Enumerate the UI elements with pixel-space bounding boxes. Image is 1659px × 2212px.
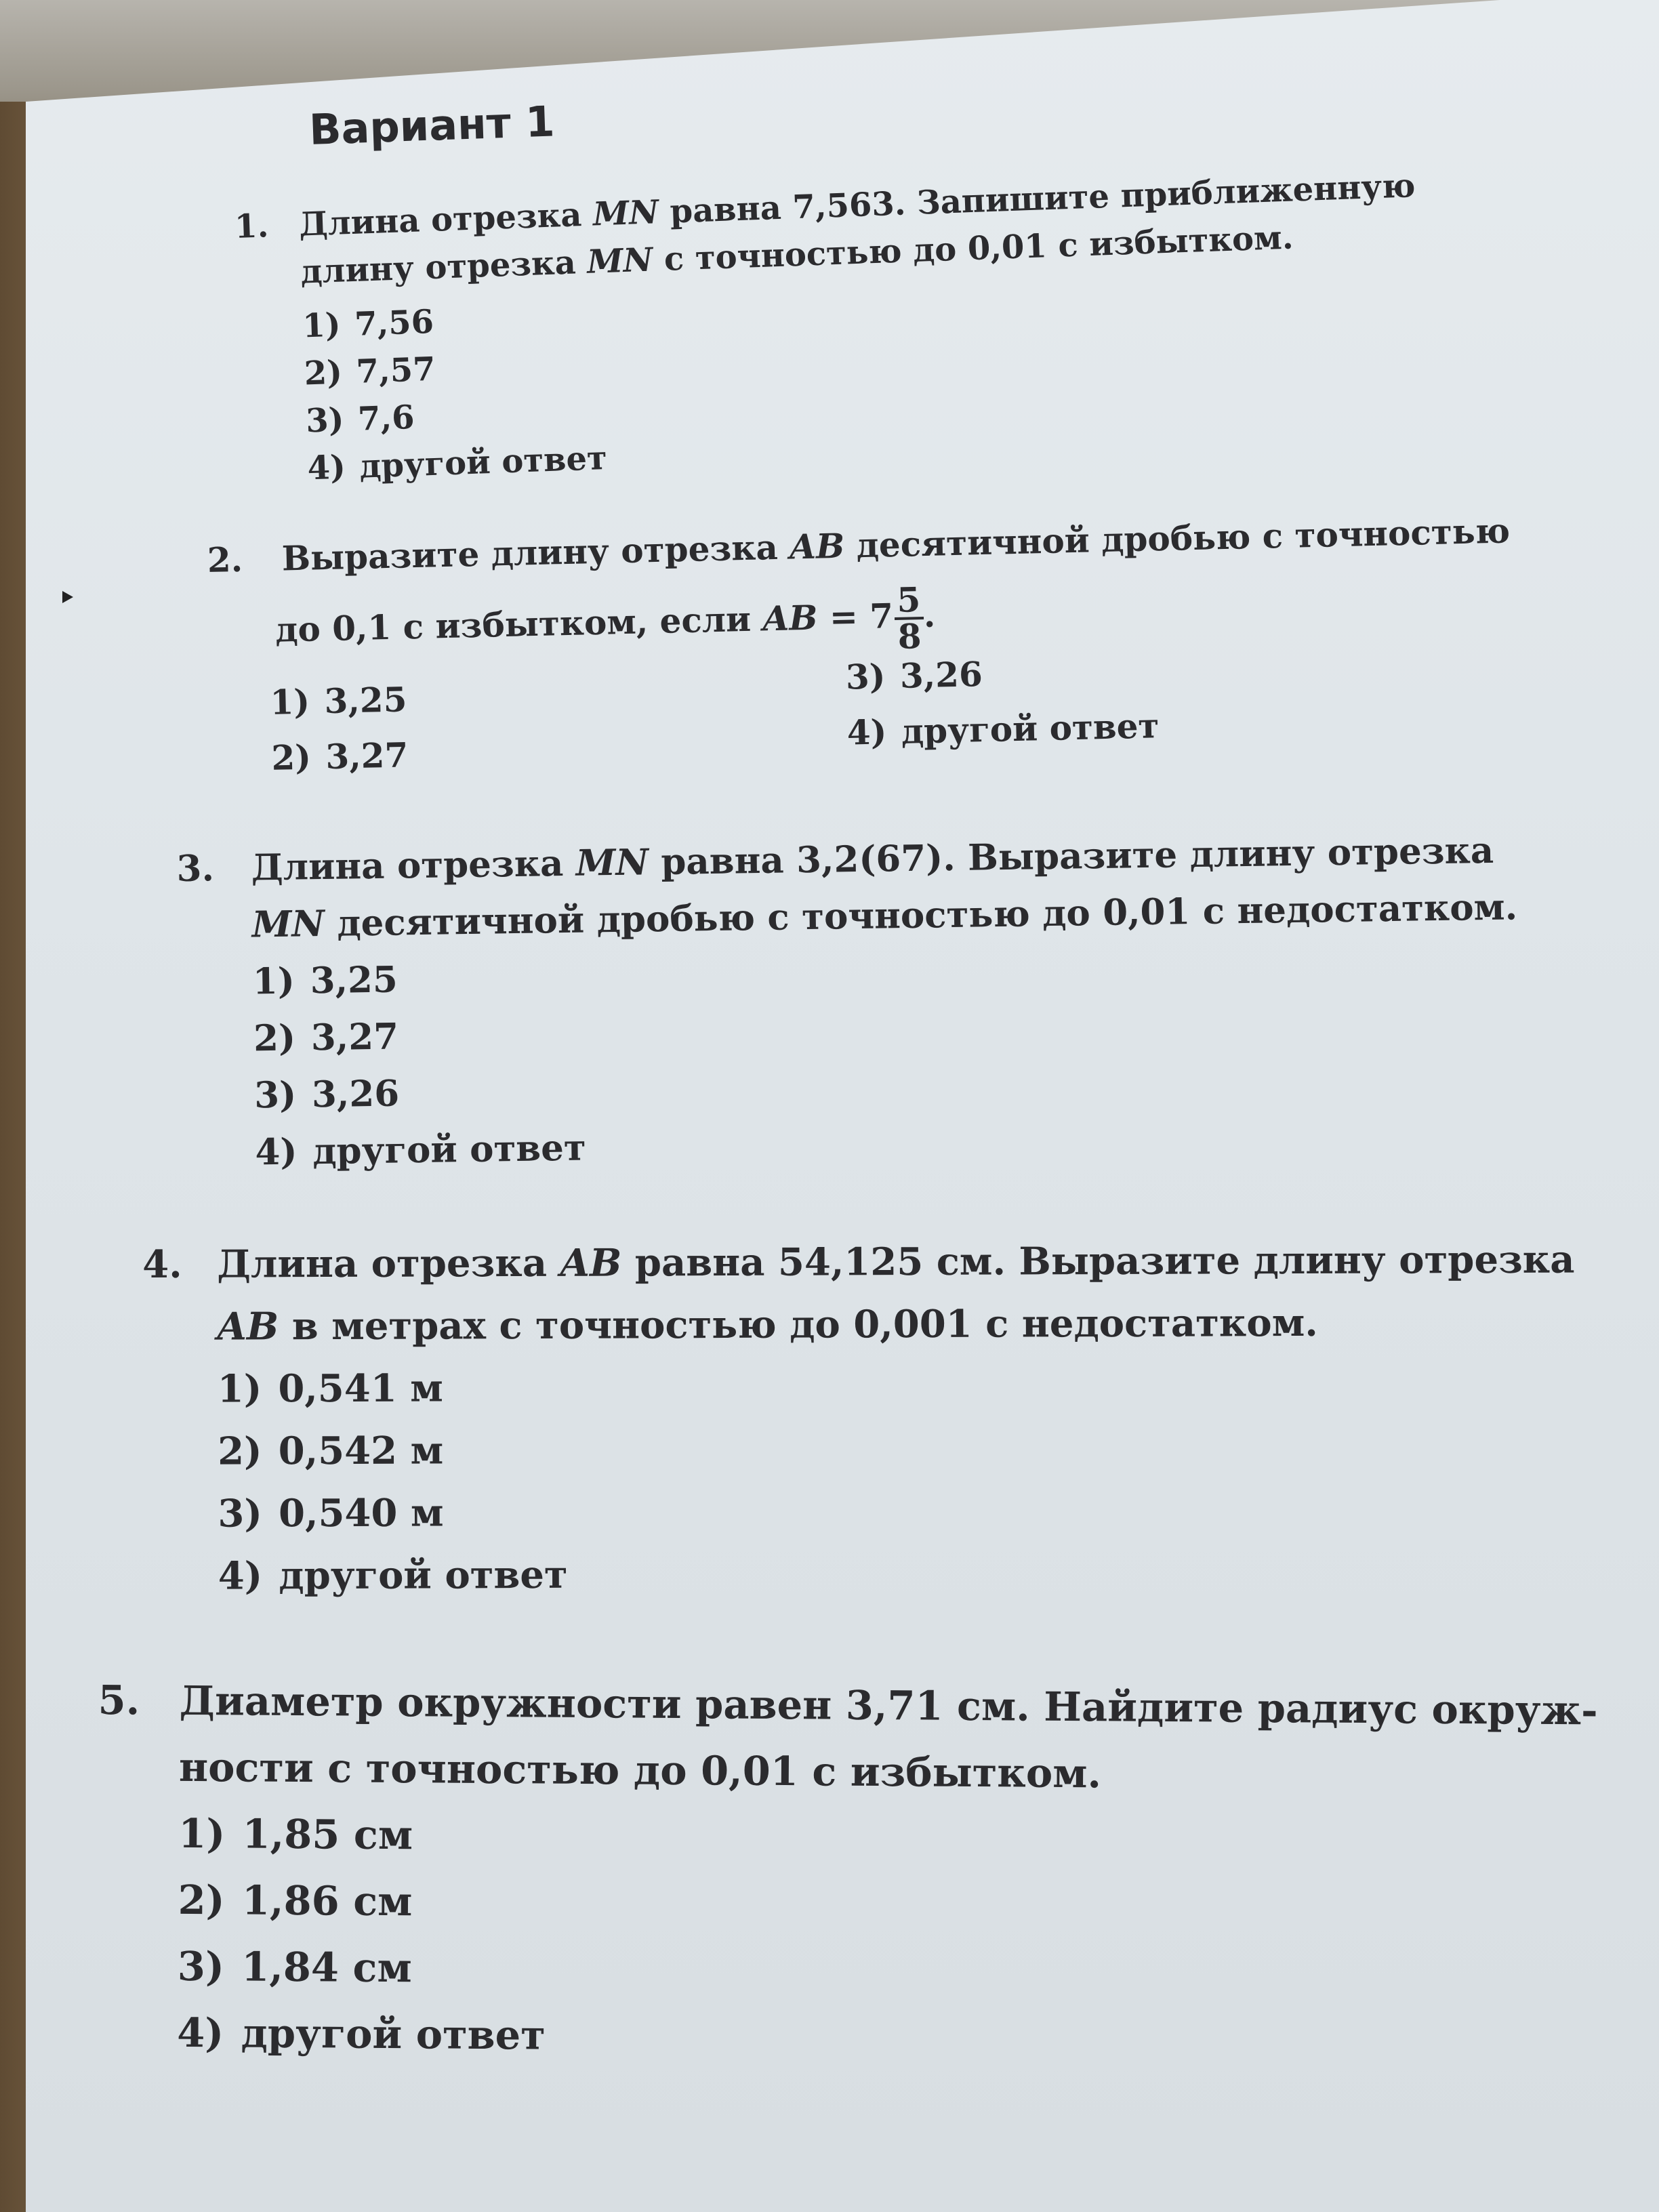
- answer-option: 2) 1,86 см: [178, 1876, 413, 1925]
- task-text-line: Длина отрезка AB равна 54,125 см. Выразите длину отрезка: [217, 1237, 1575, 1287]
- task-1: [234, 162, 1425, 495]
- task-text-line: ности с точностью до 0,01 с избытком.: [178, 1743, 1102, 1797]
- answer-option: 1) 3,25: [252, 958, 398, 1003]
- task-2: [207, 506, 1515, 801]
- answer-option: 1) 7,56: [302, 302, 434, 346]
- task-4: [142, 1229, 1576, 1607]
- answer-option: 1) 1,85 см: [178, 1809, 413, 1859]
- answer-option: 3) 3,26: [845, 654, 983, 697]
- answer-option: 3) 7,6: [305, 398, 415, 441]
- answer-option: 2) 3,27: [270, 735, 409, 778]
- answer-option: 4) другой ответ: [846, 705, 1160, 753]
- task-text-line: Выразите длину отрезка AB десятичной дробью с точностью: [281, 510, 1511, 579]
- answer-option: 1) 0,541 м: [217, 1366, 444, 1412]
- task-5: [96, 1667, 1598, 2076]
- answer-option: 4) другой ответ: [306, 439, 608, 488]
- task-number: 2.: [207, 539, 243, 580]
- task-3: [176, 821, 1521, 1182]
- task-text-line: длину отрезка MN с точностью до 0,01 с избытком.: [300, 218, 1294, 291]
- task-number: 3.: [176, 847, 215, 890]
- task-text-line: Длина отрезка MN равна 3,2(67). Выразите длину отрезка: [251, 829, 1494, 889]
- task-text-line: Диаметр окружности равен 3,71 см. Найдите радиус окруж-: [179, 1677, 1598, 1734]
- task-text-line: Длина отрезка MN равна 7,563. Запишите приближенную: [298, 167, 1416, 244]
- answer-option: 2) 3,27: [253, 1015, 399, 1060]
- answer-option: 4) другой ответ: [218, 1552, 568, 1599]
- answer-option: 3) 0,540 м: [218, 1490, 444, 1536]
- task-text-line: MN десятичной дробью с точностью до 0,01 с недостатком.: [251, 886, 1518, 946]
- task-text-line: до 0,1 с избытком, если AB = 7 $\frac{5}{8}$ .: [274, 579, 936, 657]
- task-number: 1.: [234, 207, 270, 246]
- pen-mark: [62, 591, 73, 603]
- answer-option: 3) 3,26: [253, 1072, 400, 1117]
- task-text-line: AB в метрах с точностью до 0,001 с недостатком.: [217, 1300, 1318, 1349]
- answer-option: 4) другой ответ: [176, 2009, 546, 2059]
- mixed-fraction: $\frac{5}{8}$: [894, 583, 924, 654]
- answer-option: 4) другой ответ: [255, 1126, 587, 1174]
- task-number: 5.: [98, 1676, 140, 1724]
- variant-title: Вариант 1: [308, 96, 556, 155]
- task-number: 4.: [142, 1242, 182, 1287]
- answer-option: 1) 3,25: [269, 679, 408, 722]
- answer-option: 2) 7,57: [303, 350, 436, 393]
- answer-option: 3) 1,84 см: [177, 1942, 412, 1992]
- answer-option: 2) 0,542 м: [218, 1428, 444, 1474]
